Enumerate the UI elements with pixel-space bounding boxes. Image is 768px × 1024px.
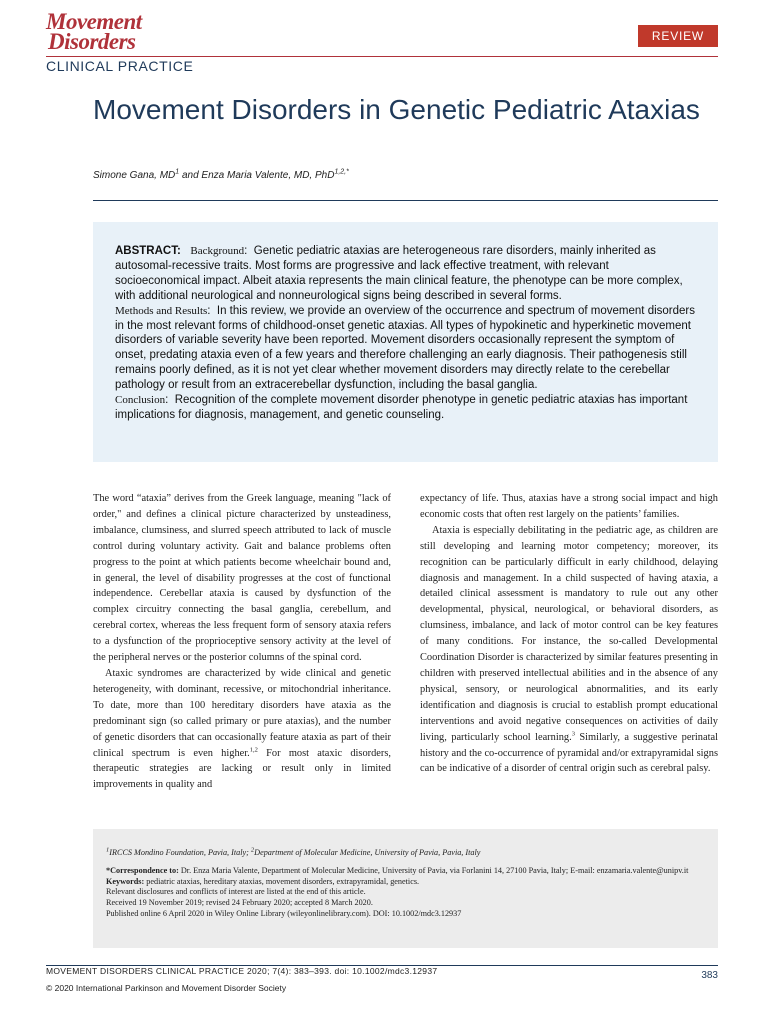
author-1-affiliation: 1: [175, 168, 180, 176]
keywords: [106, 877, 705, 888]
body-column-left: [93, 491, 391, 793]
keywords-text: pediatric ataxias, hereditary ataxias, movement disorders, extrapyramidal, genetics.: [144, 876, 420, 886]
journal-logo: [46, 9, 176, 54]
correspondence-text: Dr. Enza Maria Valente, Department of Molecular Medicine, University of Pavia, via Forlanini 14, 27100 Pavia, Italy; E-mail: enzamaria.valente@unipv.it: [178, 865, 689, 875]
background-label: Background: [190, 245, 245, 257]
conclusion-label: Conclusion: [115, 394, 166, 407]
affiliation-1: IRCCS Mondino Foundation, Pavia, Italy;: [109, 848, 251, 857]
section-label: CLINICAL PRACTICE: [46, 58, 194, 74]
paragraph-text: For most ataxic disorders, therapeutic strategies are lacking or result only in limited improvements in quality and: [93, 747, 392, 791]
body-paragraph: expectancy of life. Thus, ataxias have a strong social impact and high economic costs that often rest largely on the patients’ families.: [420, 493, 718, 520]
article-title: Movement Disorders in Genetic Pediatric Ataxias: [93, 94, 700, 125]
correspondence: [106, 866, 705, 877]
body-paragraph: [420, 523, 718, 778]
correspondence-label: *Correspondence to:: [106, 865, 179, 875]
disclosures: Relevant disclosures and conflicts of interest are listed at the end of this article.: [106, 887, 366, 897]
paragraph-text: Similarly, a suggestive perinatal history and the co-occurrence of pyramidal and/or extrapyramidal signs can be indicative of a disorder of central origin such as cerebral palsy.: [420, 731, 718, 775]
body-paragraph: [93, 666, 391, 793]
keywords-label: Keywords:: [106, 876, 145, 886]
citation: 3: [571, 730, 575, 738]
paragraph-text: Ataxia is especially debilitating in the pediatric age, as children are still developing and learning motor competency; moreover, its recognition can be particularly difficult in early childhood, delaying diagnosis and management. In a child suspected of having ataxia, a detailed clinical assessment is mandatory to rule out any other developmental, physical, neurological, or behavioral disorders, as clumsiness, imbalance, and lack of motor control can be key features of many conditions. For instance, the so-called Developmental Coordination Disorder is characterized by similar features presenting in children with preserved intellectual abilities and in the absence of any physical, sensory, or neurological abnormalities, and its early identification and diagnosis is crucial to establish prompt educational interventions and avoid negative consequences on activities of daily living, particularly school learning.: [420, 524, 718, 743]
background-text: Genetic pediatric ataxias are heterogeneous rare disorders, mainly inherited as autosomal-recessive traits. Most forms are progressive and lack effective treatment, with relevant socioeconomical impact. Albeit ataxia represents the main clinical feature, the phenotype can be more complex, with additional neurological and nonneurological signs being described in several forms.: [115, 245, 683, 302]
affiliations: [106, 848, 705, 859]
abstract-methods: Methods and Results: In this review, we provide an overview of the occurrence and spectrum of movement disorders in the most relevant forms of childhood-onset genetic ataxias. All types of hypokinetic and hyperkinetic movement disorders of variable severity have been reported. Movement disorders occasionally represent the symptom of onset, predating ataxia even of a few years and therefore challenging an early diagnosis. Their pathogenesis still remains poorly defined, as it is not yet clear whether movement disorders may directly relate to the cerebellar pathology or result from an extracerebellar dysfunction, including the basal ganglia.: [115, 304, 695, 392]
abstract-box: [93, 222, 718, 462]
received-dates: Received 19 November 2019; revised 24 February 2020; accepted 8 March 2020.: [106, 898, 373, 908]
author-2: Enza Maria Valente, MD, PhD: [201, 170, 335, 181]
copyright: © 2020 International Parkinson and Movement Disorder Society: [46, 983, 287, 993]
methods-text: In this review, we provide an overview of the occurrence and spectrum of movement disorders in the most relevant forms of childhood-onset genetic ataxias. All types of hypokinetic and hyperkinetic movement disorders of variable severity have been reported. Movement disorders occasionally represent the symptom of onset, predating ataxia even of a few years and therefore challenging an early diagnosis. Their pathogenesis still remains poorly defined, as it is not yet clear whether movement disorders may directly relate to the cerebellar pathology or result from an extracerebellar dysfunction, including the basal ganglia.: [115, 304, 695, 392]
author-line: [93, 170, 349, 181]
header-rule: [46, 56, 718, 57]
abstract-heading: ABSTRACT:: [115, 245, 181, 257]
abstract-conclusion: Conclusion: Recognition of the complete movement disorder phenotype in genetic pediatric ataxias has important implications for diagnosis, management, and genetic counseling.: [115, 394, 688, 421]
author-1: Simone Gana, MD: [93, 170, 176, 181]
page-number: 383: [701, 970, 718, 981]
title-rule: [93, 200, 718, 201]
conclusion-text: Recognition of the complete movement disorder phenotype in genetic pediatric ataxias has important implications for diagnosis, management, and genetic counseling.: [115, 394, 688, 421]
author-2-affiliation: 1,2,*: [334, 168, 349, 176]
citation: 1,2: [249, 746, 258, 754]
abstract-background: ABSTRACT: Background: Genetic pediatric ataxias are heterogeneous rare disorders, mainly inherited as autosomal-recessive traits. Most forms are progressive and lack effective treatment, with relevant socioeconomical impact. Albeit ataxia represents the main clinical feature, the phenotype can be more complex, with additional neurological and nonneurological signs being described in several forms.: [115, 245, 683, 302]
logo-line-1: Movement: [46, 9, 142, 34]
body-column-right: [420, 491, 718, 777]
footer-citation: MOVEMENT DISORDERS CLINICAL PRACTICE 2020; 7(4): 383–393. doi: 10.1002/mdc3.12937: [46, 966, 438, 976]
paragraph-text: Ataxic syndromes are characterized by wide clinical and genetic heterogeneity, with dominant, recessive, or mitochondrial inheritance. To date, more than 100 hereditary disorders have ataxia as the predominant sign (so called primary or pure ataxias), and the number of genetic disorders that can occasionally feature ataxia as part of their clinical spectrum is even higher.: [93, 667, 391, 759]
affiliation-2: Department of Molecular Medicine, University of Pavia, Pavia, Italy: [254, 848, 481, 857]
published-info: Published online 6 April 2020 in Wiley Online Library (wileyonlinelibrary.com). DOI: 10.1002/mdc3.12937: [106, 908, 462, 918]
affiliation-marker: 2: [250, 846, 255, 854]
body-paragraph: The word “ataxia” derives from the Greek language, meaning "lack of order," and defines a clinical picture characterized by unsteadiness, imbalance, clumsiness, and slurred speech attributed to lack of muscle control during voluntary activity. Gait and balance problems often progress to the point at which patients become wheelchair bound and, in general, the level of disability progresses at the cost of functional independence. Cerebellar ataxia is caused by dysfunction of the complex circuitry connecting the basal ganglia, cerebellum, and cerebral cortex, whereas the less frequent form of sensory ataxia refers to a dysfunction of the proprioceptive sensory activity at the level of the peripheral nerves or the posterior columns of the spinal cord.: [93, 493, 391, 664]
author-join: and: [179, 170, 202, 181]
logo-line-2: Disorders: [48, 29, 136, 54]
affiliation-marker: 1: [106, 846, 110, 854]
methods-label: Methods and Results: [115, 304, 208, 317]
review-tag: REVIEW: [638, 25, 718, 47]
footnote-box: [93, 829, 718, 948]
